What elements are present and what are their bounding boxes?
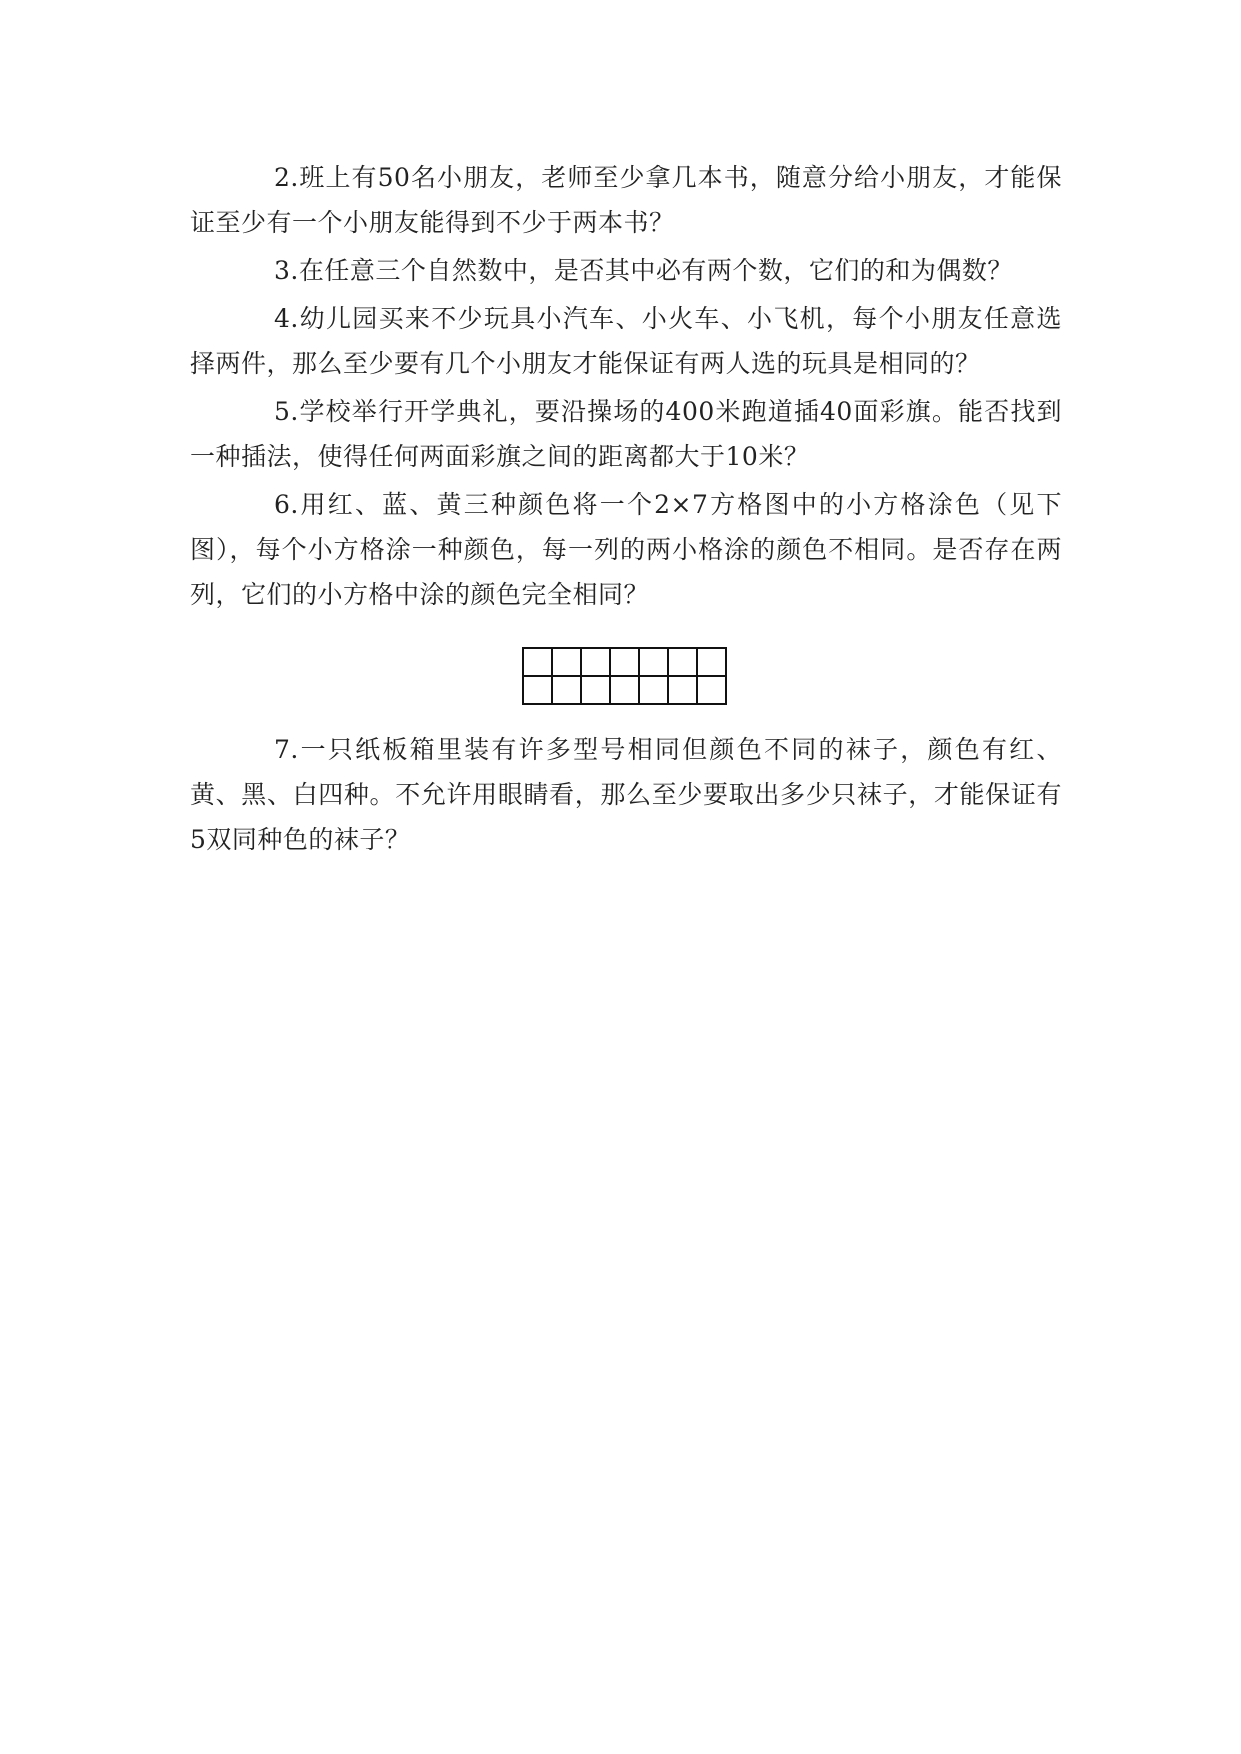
grid-cell bbox=[640, 649, 669, 677]
grid-cell bbox=[698, 649, 727, 677]
problem-2: 2.班上有50名小朋友，老师至少拿几本书，随意分给小朋友，才能保证至少有一个小朋友能得到不少于两本书？ bbox=[190, 163, 1062, 237]
problem-3: 3.在任意三个自然数中，是否其中必有两个数，它们的和为偶数？ bbox=[274, 256, 1013, 285]
grid-cell bbox=[524, 649, 553, 677]
problem-7: 7.一只纸板箱里装有许多型号相同但颜色不同的袜子，颜色有红、黄、黑、白四种。不允许用眼睛看，那么至少要取出多少只袜子，才能保证有5双同种色的袜子？ bbox=[190, 735, 1062, 854]
grid-cell bbox=[582, 649, 611, 677]
problem-6: 6.用红、蓝、黄三种颜色将一个2×7方格图中的小方格涂色（见下图），每个小方格涂一种颜色，每一列的两小格涂的颜色不相同。是否存在两列，它们的小方格中涂的颜色完全相同？ bbox=[190, 490, 1062, 609]
grid-cell bbox=[553, 649, 582, 677]
grid-cell bbox=[611, 677, 640, 705]
grid-cell bbox=[640, 677, 669, 705]
grid-2x7 bbox=[522, 647, 727, 705]
worksheet-page bbox=[190, 155, 1062, 865]
grid-cell bbox=[524, 677, 553, 705]
problem-4: 4.幼儿园买来不少玩具小汽车、小火车、小飞机，每个小朋友任意选择两件，那么至少要有几个小朋友才能保证有两人选的玩具是相同的？ bbox=[190, 304, 1062, 378]
problem-5: 5.学校举行开学典礼，要沿操场的400米跑道插40面彩旗。能否找到一种插法，使得任何两面彩旗之间的距离都大于10米？ bbox=[190, 397, 1062, 471]
grid-cell bbox=[698, 677, 727, 705]
grid-cell bbox=[582, 677, 611, 705]
grid-cell bbox=[611, 649, 640, 677]
grid-cell bbox=[669, 677, 698, 705]
grid-figure bbox=[190, 647, 1062, 705]
grid-cell bbox=[669, 649, 698, 677]
grid-cell bbox=[553, 677, 582, 705]
